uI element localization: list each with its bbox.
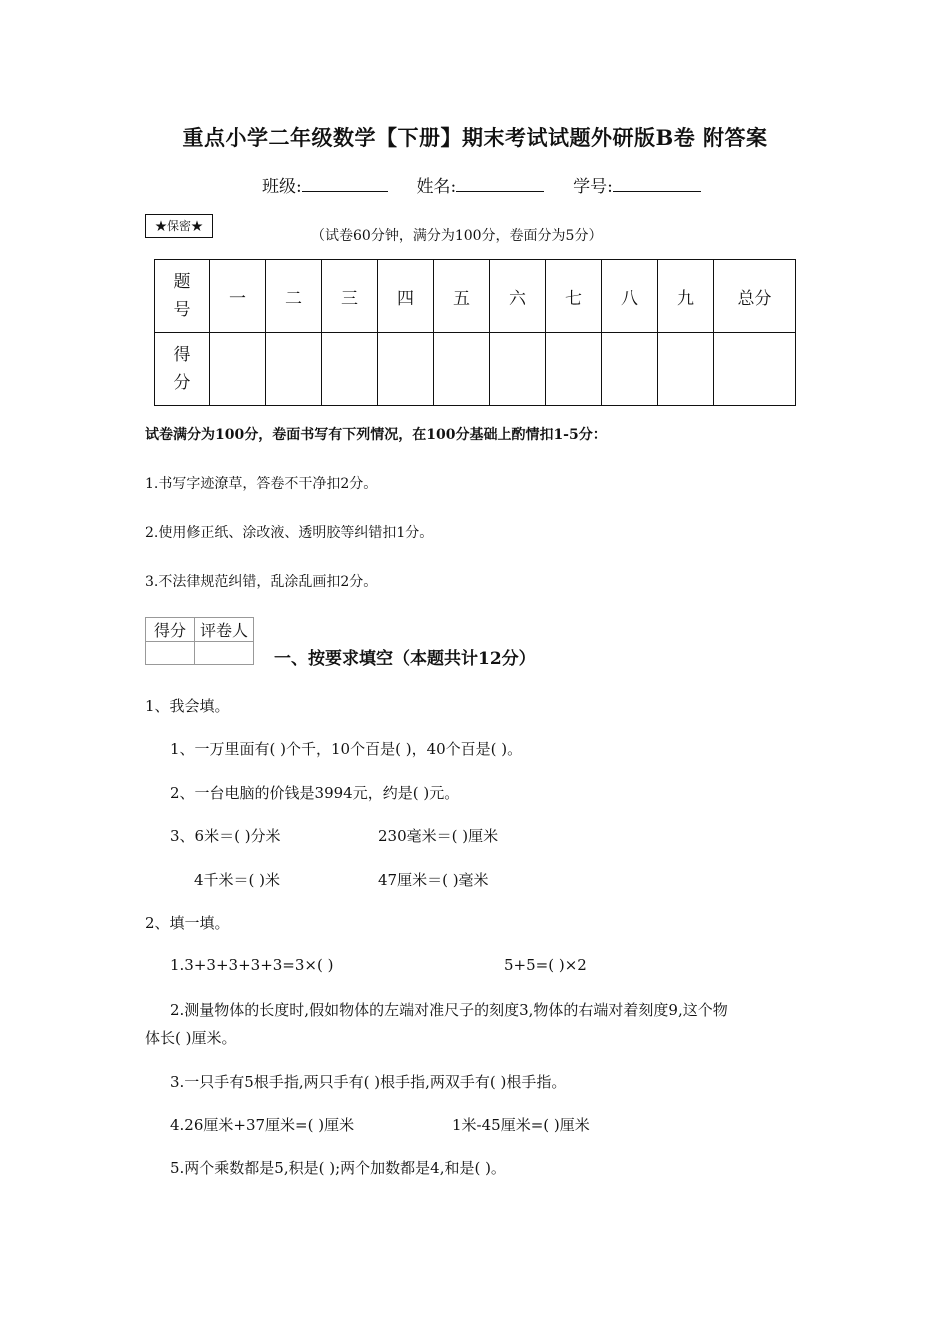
grader-reviewer-cell[interactable] bbox=[195, 642, 254, 665]
header-cell: 七 bbox=[546, 260, 602, 333]
header-cell: 八 bbox=[602, 260, 658, 333]
header-cell: 九 bbox=[658, 260, 714, 333]
question-item: 3、6米＝( )分米 bbox=[170, 827, 281, 845]
class-label: 班级: bbox=[262, 177, 302, 197]
header-cell: 四 bbox=[378, 260, 434, 333]
rule-item: 1.书写字迹潦草，答卷不干净扣2分。 bbox=[145, 476, 378, 492]
question-item: 5+5=( )×2 bbox=[504, 956, 587, 974]
score-cell[interactable] bbox=[378, 333, 434, 406]
score-table-header-row bbox=[155, 260, 796, 333]
row-label-char: 分 bbox=[173, 373, 191, 393]
grader-score-cell[interactable] bbox=[146, 642, 195, 665]
score-cell[interactable] bbox=[546, 333, 602, 406]
header-cell: 二 bbox=[266, 260, 322, 333]
question-item: 4千米＝( )米 bbox=[194, 871, 281, 889]
time-note: （试卷60分钟，满分为100分，卷面分为5分） bbox=[311, 228, 603, 244]
header-cell: 三 bbox=[322, 260, 378, 333]
question-item: 体长( )厘米。 bbox=[145, 1029, 237, 1047]
row-label-char: 题 bbox=[173, 272, 191, 292]
score-cell[interactable] bbox=[322, 333, 378, 406]
grader-score-label: 得分 bbox=[146, 618, 195, 642]
score-table bbox=[154, 259, 796, 406]
row-label-cell bbox=[155, 333, 210, 406]
score-cell[interactable] bbox=[210, 333, 266, 406]
header-cell: 五 bbox=[434, 260, 490, 333]
class-blank[interactable] bbox=[302, 175, 388, 192]
row-label-char: 号 bbox=[173, 300, 191, 320]
header-cell: 一 bbox=[210, 260, 266, 333]
question-item: 47厘米＝( )毫米 bbox=[378, 871, 489, 889]
name-blank[interactable] bbox=[456, 175, 544, 192]
student-info-line bbox=[262, 172, 701, 197]
question-item: 1、一万里面有( )个千，10个百是( )，40个百是( )。 bbox=[170, 740, 523, 758]
row-label-char: 得 bbox=[173, 345, 191, 365]
number-label: 学号: bbox=[573, 177, 613, 197]
section-title: 一、按要求填空（本题共计12分） bbox=[274, 649, 536, 669]
question-title: 1、我会填。 bbox=[145, 697, 230, 715]
row-label-cell bbox=[155, 260, 210, 333]
score-cell[interactable] bbox=[266, 333, 322, 406]
question-item: 1.3+3+3+3+3=3×( ) bbox=[170, 956, 334, 974]
question-title: 2、填一填。 bbox=[145, 914, 230, 932]
score-cell-total[interactable] bbox=[714, 333, 796, 406]
question-item: 230毫米＝( )厘米 bbox=[378, 827, 499, 845]
name-label: 姓名: bbox=[416, 177, 457, 197]
question-item: 2、一台电脑的价钱是3994元，约是( )元。 bbox=[170, 784, 460, 802]
score-table-score-row bbox=[155, 333, 796, 406]
header-cell: 六 bbox=[490, 260, 546, 333]
rules-heading: 试卷满分为100分，卷面书写有下列情况，在100分基础上酌情扣1-5分： bbox=[145, 427, 607, 443]
number-blank[interactable] bbox=[613, 175, 701, 192]
score-cell[interactable] bbox=[434, 333, 490, 406]
score-cell[interactable] bbox=[602, 333, 658, 406]
rule-item: 3.不法律规范纠错，乱涂乱画扣2分。 bbox=[145, 574, 378, 590]
question-item: 5.两个乘数都是5,积是( );两个加数都是4,和是( )。 bbox=[170, 1159, 506, 1177]
page-title: 重点小学二年级数学【下册】期末考试试题外研版B卷 附答案 bbox=[182, 125, 768, 150]
question-item: 2.测量物体的长度时,假如物体的左端对准尺子的刻度3,物体的右端对着刻度9,这个物 bbox=[170, 1001, 728, 1019]
secret-badge: ★保密★ bbox=[145, 214, 213, 238]
rule-item: 2.使用修正纸、涂改液、透明胶等纠错扣1分。 bbox=[145, 525, 434, 541]
grader-reviewer-label: 评卷人 bbox=[195, 618, 254, 642]
score-cell[interactable] bbox=[490, 333, 546, 406]
question-item: 1米-45厘米=( )厘米 bbox=[452, 1116, 590, 1134]
question-item: 3.一只手有5根手指,两只手有( )根手指,两双手有( )根手指。 bbox=[170, 1073, 567, 1091]
header-cell-total: 总分 bbox=[714, 260, 796, 333]
question-item: 4.26厘米+37厘米=( )厘米 bbox=[170, 1116, 355, 1134]
score-cell[interactable] bbox=[658, 333, 714, 406]
grader-box bbox=[145, 617, 254, 665]
